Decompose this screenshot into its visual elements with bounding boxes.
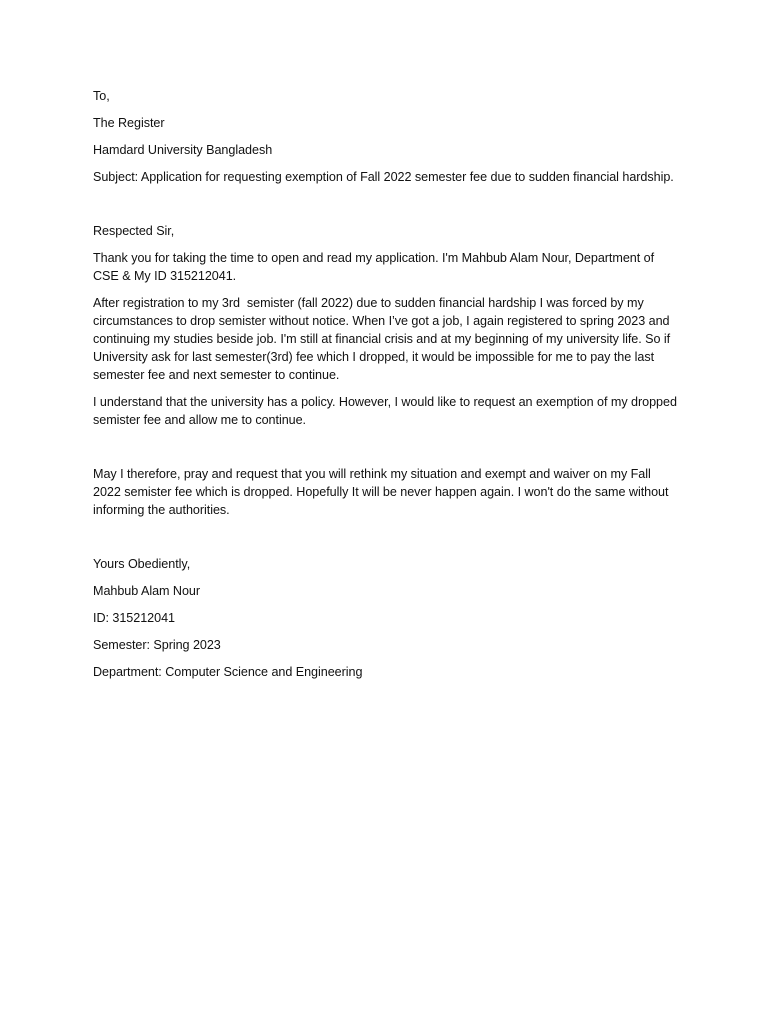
- signature-name: Mahbub Alam Nour: [93, 584, 201, 598]
- letter-closing: Yours Obediently,: [93, 557, 191, 571]
- signature-department: Department: Computer Science and Engineering: [93, 665, 363, 679]
- letter-subject: Subject: Application for requesting exemption of Fall 2022 semester fee due to sudden financial hardship.: [93, 170, 674, 184]
- signature-semester: Semester: Spring 2023: [93, 638, 221, 652]
- letter-institution: Hamdard University Bangladesh: [93, 143, 273, 157]
- letter-to-line: To,: [93, 89, 110, 103]
- letter-paragraph-circumstances: After registration to my 3rd semister (fall 2022) due to sudden financial hardship I was forced by my circumstances to drop semister without notice. When I’ve got a job, I again registered to spring 2023 and continuing my studies beside job. I'm still at financial crisis and at my beginning of my university life. So if University ask for last semester(3rd) fee which I dropped, it would be impossible for me to pay the last semester fee and next semester to continue.: [93, 296, 674, 382]
- application-letter: [93, 87, 681, 690]
- letter-paragraph-request: May I therefore, pray and request that you will rethink my situation and exempt and waiver on my Fall 2022 semister fee which is dropped. Hopefully It will be never happen again. I won't do the same without informing the authorities.: [93, 467, 672, 517]
- letter-recipient: The Register: [93, 116, 165, 130]
- letter-paragraph-introduction: Thank you for taking the time to open and read my application. I'm Mahbub Alam Nour, Department of CSE & My ID 315212041.: [93, 251, 658, 283]
- letter-salutation: Respected Sir,: [93, 224, 175, 238]
- letter-paragraph-policy: I understand that the university has a policy. However, I would like to request an exemption of my dropped semister fee and allow me to continue.: [93, 395, 681, 427]
- signature-id: ID: 315212041: [93, 611, 175, 625]
